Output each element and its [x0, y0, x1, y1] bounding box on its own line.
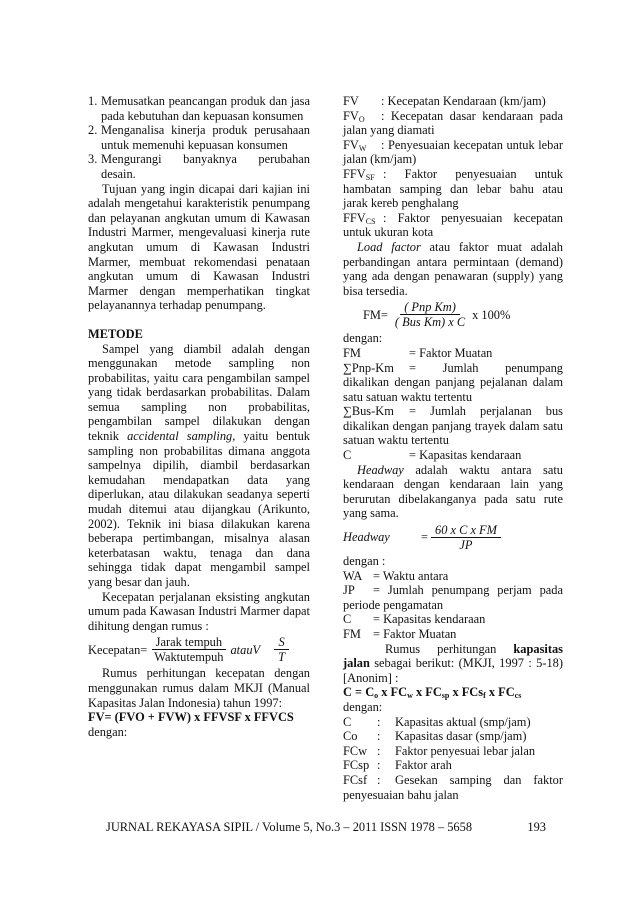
term-subscript: SF	[365, 172, 375, 182]
definition-text: = Waktu antara	[373, 568, 449, 583]
definition-text: : Faktor penyesuaian untuk hambatan samping dan lebar bahu atau jarak kereb penghalang	[343, 166, 563, 211]
definition-row	[343, 773, 563, 802]
term-base: FFV	[343, 166, 366, 181]
paragraph-load-factor	[343, 240, 563, 298]
fv-definition	[343, 167, 563, 211]
paragraph-sampel	[88, 342, 310, 590]
numerator: 60 x C x FM	[431, 523, 501, 538]
definition-text: Gesekan samping dan faktor penyesuaian bahu jalan	[343, 772, 563, 802]
definition-row	[343, 569, 563, 584]
denominator: T	[278, 650, 285, 665]
formula-c: $C = C_o$ x $FC_w$ x $FC_{sp}$ x FCs$_f$ x $FC_{cs}$	[343, 685, 522, 701]
term-base: FFV	[343, 210, 366, 225]
numerator: S	[274, 635, 288, 650]
definition-text: = Jumlah penumpang perjam pada periode pengamatan	[343, 583, 563, 612]
definition-text: Faktor penyesuai lebar jalan	[395, 743, 536, 758]
kapasitas-pre: Rumus perhitungan	[385, 641, 497, 656]
numerator: Jarak tempuh	[152, 635, 226, 650]
definition-separator: :	[377, 758, 381, 773]
paragraph-kapasitas	[343, 642, 563, 686]
term-kapasitas-jalan: kapasitas jalan	[343, 641, 563, 671]
kapasitas-post: sebagai berikut: (MKJI, 1997 : 5-18) [Anonim] :	[343, 656, 563, 685]
definition-row	[343, 361, 563, 405]
definition-text: Faktor arah	[395, 758, 452, 773]
definition-term: C	[343, 448, 352, 463]
definition-term: FM	[343, 627, 361, 641]
formula-kecepatan	[88, 635, 310, 664]
definition-row	[343, 758, 563, 773]
definition-term: ∑Pnp-Km	[343, 360, 394, 375]
list-text: Mengurangi banyaknya perubahan desain.	[101, 152, 310, 181]
c-definitions	[343, 715, 563, 803]
definition-term: ∑Bus-Km	[343, 404, 394, 419]
definition-text: = Faktor Muatan	[409, 345, 493, 360]
definition-text: = Kapasitas kendaraan	[373, 612, 486, 627]
label-dengan: dengan:	[88, 724, 128, 739]
denominator: JP	[459, 538, 473, 553]
numerator: ( Pnp Km)	[400, 300, 460, 315]
paragraph-kecepatan: Kecepatan perjalanan eksisting angkutan umum pada Kawasan Industri Marmer dapat dihitung dengan rumus :	[88, 589, 310, 633]
formula-fm	[363, 300, 563, 329]
definition-row	[343, 612, 563, 627]
definition-row	[343, 627, 563, 642]
term-base: FV	[343, 137, 359, 152]
definition-term	[343, 109, 381, 124]
definition-text: Kapasitas dasar (smp/jam)	[395, 729, 527, 744]
formula-rhs: x 100%	[472, 307, 511, 322]
formula-lhs: FM=	[363, 307, 388, 322]
list-item	[88, 152, 310, 181]
definition-separator: :	[377, 772, 381, 787]
label-dengan: dengan:	[343, 699, 383, 714]
label-dengan: dengan:	[343, 331, 383, 346]
definition-term: FCw	[343, 743, 368, 758]
definition-separator: :	[377, 714, 381, 729]
term-base: FV	[343, 94, 359, 108]
fm-definitions	[343, 346, 563, 463]
definition-term: C	[343, 714, 352, 729]
page-footer	[106, 820, 546, 835]
fv-definition	[343, 94, 563, 109]
list-number: 3.	[88, 152, 98, 167]
term-subscript: W	[358, 143, 367, 153]
definition-term	[343, 94, 381, 109]
fraction	[391, 300, 469, 329]
list-item	[88, 94, 310, 123]
page-number: 193	[527, 820, 546, 834]
definition-text: = Jumlah perjalanan bus dikalikan dengan panjang trayek dalam satu satuan waktu tertentu	[343, 404, 563, 448]
label-dengan: dengan :	[343, 554, 386, 569]
hw-definitions	[343, 569, 563, 642]
definition-term	[343, 167, 383, 182]
definition-text: = Faktor Muatan	[373, 627, 457, 641]
section-heading-metode: METODE	[88, 326, 143, 341]
term-base: FV	[343, 108, 359, 123]
fv-definitions	[343, 94, 563, 240]
list-text: Menganalisa kinerja produk perusahaan untuk memenuhi kepuasan konsumen	[101, 123, 310, 152]
definition-text: : Penyesuaian kecepatan untuk lebar jalan (km/jam)	[343, 137, 563, 167]
paragraph-headway	[343, 463, 563, 521]
denominator: ( Bus Km) x C	[394, 315, 466, 330]
definition-term	[343, 138, 381, 153]
formula-headway	[343, 523, 563, 552]
definition-row	[343, 744, 563, 759]
definition-text: : Kecepatan dasar kendaraan pada jalan yang diamati	[343, 108, 563, 138]
formula-fv: FV= (FVO + FVW) x FFVSF x FFVCS	[88, 710, 294, 725]
denominator: Waktutempuh	[154, 650, 224, 665]
definition-term: WA	[343, 568, 363, 583]
definition-row	[343, 715, 563, 730]
formula-lhs: Headway	[343, 530, 390, 545]
headway-text: adalah waktu antara satu kendaraan dengan kendaraan lain yang berurutan dibelakanganya pada satu rute yang sama.	[343, 462, 563, 521]
fv-definition	[343, 138, 563, 167]
formula-lhs: Kecepatan=	[88, 642, 148, 657]
fv-definition	[343, 211, 563, 240]
definition-text: : Faktor penyesuaian kecepatan untuk ukuran kota	[343, 210, 563, 240]
definition-row	[343, 346, 563, 361]
paragraph-sampel-part2: , yaitu bentuk sampling non probabilitas dimana anggota sampelnya dipilih, diambil berdasarkan kemudahan mendapatkan data yang diperlukan, atau dilakukan seadanya seperti mudah ditemui atau dijangkau (Arikunto, 2002). Teknik ini biasa dilakukan karena beberapa pertimbangan, misalnya alasan keterbatasan waktu, tenaga dan dana sehingga tidak dapat mengambil sampel yang besar dan jauh.	[88, 429, 310, 589]
list-number: 1.	[88, 94, 98, 108]
fraction	[274, 635, 289, 664]
term-headway: Headway	[357, 462, 404, 477]
list-text: Memusatkan peancangan produk dan jasa pada kebutuhan dan kepuasan konsumen	[101, 94, 310, 123]
term-load-factor: Load factor	[357, 239, 421, 254]
definition-term	[343, 211, 383, 226]
formula-eq: =	[421, 530, 428, 545]
definition-term: FCsp	[343, 758, 370, 773]
definition-text: = Kapasitas kendaraan	[409, 448, 522, 463]
term-subscript: O	[358, 114, 365, 124]
definition-term: Co	[343, 729, 358, 744]
right-column	[343, 94, 563, 802]
definition-text: : Kecepatan Kendaraan (km/jam)	[381, 94, 546, 108]
definition-separator: :	[377, 729, 381, 744]
paragraph-mkji: Rumus perhitungan kecepatan dengan menggunakan rumus dalam MKJI (Manual Kapasitas Jalan Indonesia) tahun 1997:	[88, 666, 310, 710]
definition-row	[343, 404, 563, 448]
journal-citation: JURNAL REKAYASA SIPIL / Volume 5, No.3 – 2011 ISSN 1978 – 5658	[106, 820, 473, 834]
load-factor-text: atau faktor muat adalah perbandingan antara permintaan (demand) yang ada dengan penawaran (supply) yang bisa tersedia.	[343, 239, 563, 298]
left-column	[88, 94, 310, 739]
term-accidental-sampling: accidental sampling	[127, 429, 233, 444]
list-item	[88, 123, 310, 152]
fraction	[150, 635, 227, 664]
definition-term: FCsf	[343, 772, 368, 787]
definition-term: FM	[343, 345, 361, 360]
paragraph-sampel-part1: Sampel yang diambil adalah dengan menggunakan metode sampling non probabilitas, yaitu cara pengambilan sampel yang tidak berdasarkan probabilitas. Dalam semua sampling non probabilitas, pengambilan sampel dilakukan dengan teknik	[88, 341, 310, 444]
fraction	[431, 523, 501, 552]
term-subscript: CS	[365, 216, 376, 226]
definition-row	[343, 729, 563, 744]
definition-row	[343, 583, 563, 612]
list-number: 2.	[88, 123, 98, 138]
definition-row	[343, 448, 563, 463]
definition-term: JP	[343, 583, 355, 598]
fv-definition	[343, 109, 563, 138]
definition-text: = Jumlah penumpang dikalikan dengan panjang pejalanan dalam satu satuan waktu tertentu	[343, 360, 563, 404]
definition-term: C	[343, 612, 352, 627]
paragraph-tujuan: Tujuan yang ingin dicapai dari kajian ini adalah mengetahui karakteristik penumpang dan pelayanan angkutan umum di Kawasan Industri Marmer, mengevaluasi kinerja rute angkutan umum di Kawasan Industri Marmer, membuat rekomendasi penataan angkutan umum di Kawasan Industri Marmer dengan memperhatikan tingkat pelayanannya terhadap penumpang.	[88, 181, 310, 313]
definition-separator: :	[377, 743, 381, 758]
definition-text: Kapasitas aktual (smp/jam)	[395, 714, 531, 729]
formula-atau: atauV	[230, 642, 261, 657]
